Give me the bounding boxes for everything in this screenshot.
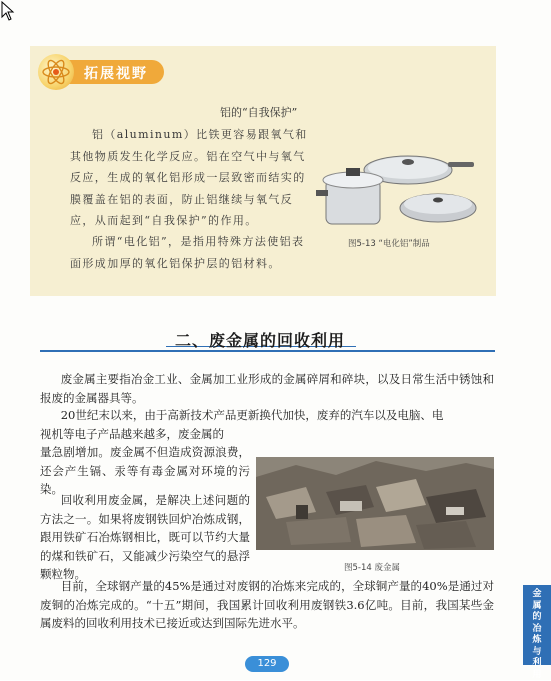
body-paragraph-1: 废金属主要指冶金工业、金属加工业形成的金属碎屑和碎块，以及日常生活中锈蚀和报废的金属器具等。: [40, 372, 494, 405]
extension-badge: [38, 54, 166, 90]
anodized-aluminum-products-image: [316, 140, 482, 232]
chapter-side-tab: [523, 585, 551, 680]
body-paragraph-2-line-2: 视机等电子产品越来越多，废金属的: [40, 427, 224, 441]
body-paragraph-2-line-1: 20世纪末以来，由于高新技术产品更新换代加快，废弃的汽车以及电脑、电: [60, 408, 444, 422]
figure-5-13-caption: 图5-13 “电化铝”制品: [348, 239, 430, 249]
mouse-cursor-icon: [1, 1, 15, 21]
body-paragraph-4: 目前，全球钢产量的45%是通过对废钢的冶炼来完成的，全球铜产量的40%是通过对废铜的冶炼完成的。“十五”期间，我国累计回收利用废钢铁3.6亿吨。目前，我国某些金属废料的回收利用技术已接近或达到国际先进水平。: [40, 579, 494, 630]
badge-label: 拓展视野: [84, 66, 148, 82]
section-title: 二、废金属的回收利用: [175, 331, 346, 350]
body-paragraph-2-rest: 量急剧增加。废金属不但造成资源浪费，还会产生镉、汞等有毒金属对环境的污染。: [40, 445, 250, 496]
page-number: 129: [245, 656, 289, 672]
box-paragraph-2: 所谓“电化铝”，是指用特殊方法使铝表面形成加厚的氧化铝保护层的铝材料。: [70, 235, 305, 270]
scrap-metal-image: [256, 457, 494, 550]
box-title: 铝的“自我保护”: [220, 106, 298, 119]
side-tab-label: 金 属 的 冶 炼 与 利 用: [532, 589, 542, 680]
atom-icon: [38, 54, 74, 90]
box-paragraph-1: 铝（aluminum）比铁更容易跟氧气和其他物质发生化学反应。铝在空气中与氧气反应，生成的氧化铝形成一层致密而结实的膜覆盖在铝的表面，防止铝继续与氧气反应，从而起到“自我保护”的作用。: [70, 128, 308, 227]
body-paragraph-3: 回收利用废金属，是解决上述问题的方法之一。如果将废钢铁回炉冶炼成钢，跟用铁矿石冶炼钢相比，既可以节约大量的煤和铁矿石，又能减少污染空气的悬浮颗粒物。: [40, 493, 250, 581]
figure-5-14-caption: 图5-14 废金属: [344, 563, 400, 573]
